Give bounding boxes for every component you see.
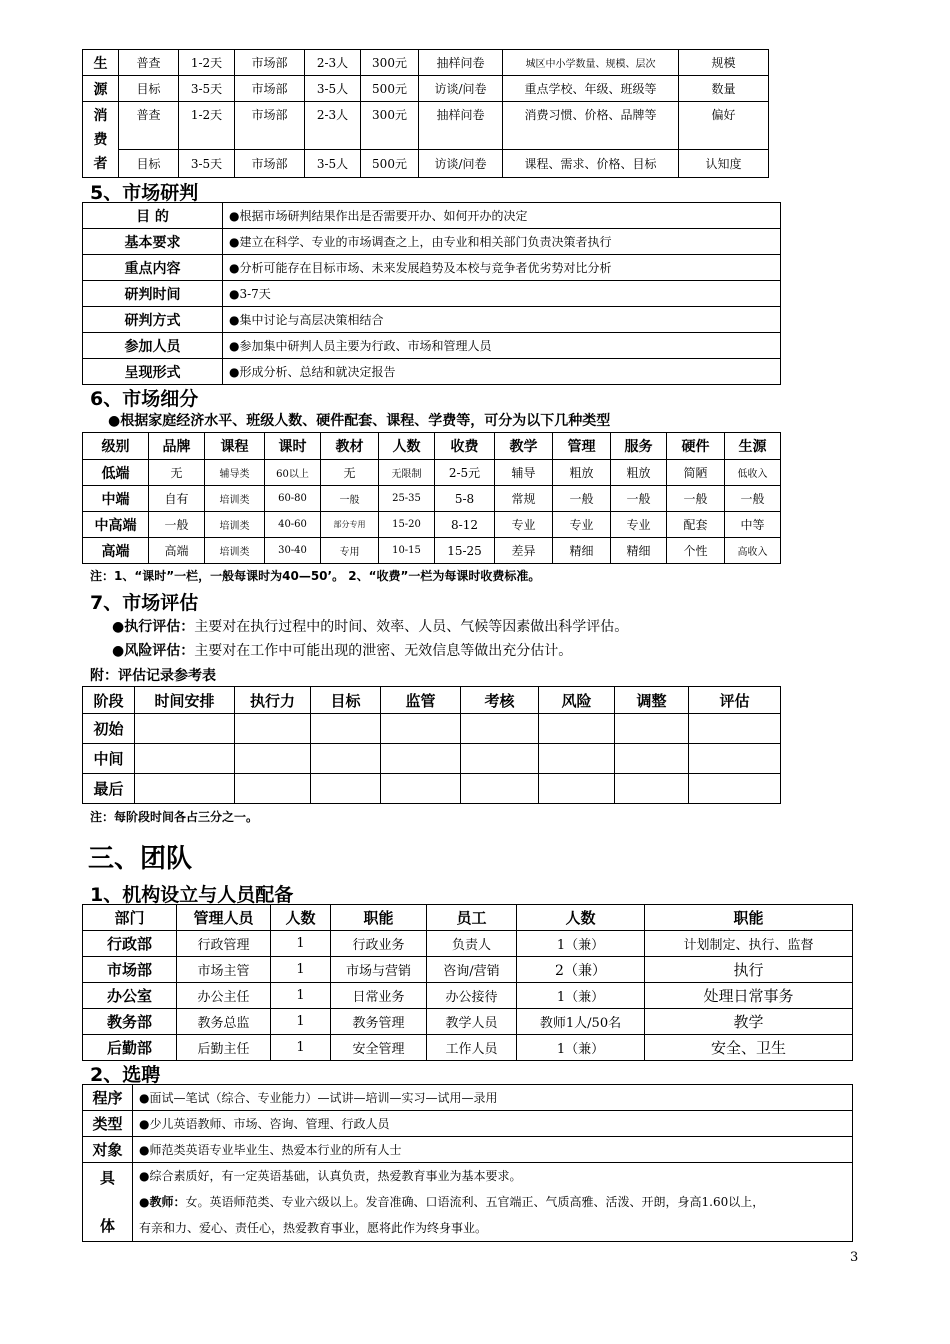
segment-intro: ●根据家庭经济水平、班级人数、硬件配套、课程、学费等，可分为以下几种类型 bbox=[108, 413, 611, 429]
chapter-3-title: 三、团队 bbox=[88, 844, 193, 874]
selection-subtitle: 2、选聘 bbox=[90, 1064, 161, 1086]
section-5-title: 5、市场研判 bbox=[90, 182, 199, 204]
org-row: 行政部 行政管理 1 行政业务 负责人 1（兼） 计划制定、执行、监督 bbox=[83, 931, 853, 957]
selection-detail-row: 具 体 ●综合素质好，有一定英语基础，认真负责，热爱教育事业为基本要求。 ●教师：女。英语师范类、专业六级以上。发音准确、口语流利、五官端正、气质高雅、活泼、开朗，身高1.60以上， 有亲和力、爱心、责任心，热爱教育事业，愿将此作为终身事业。 bbox=[83, 1163, 853, 1242]
segment-row: 中高端 一般 培训类 40-60 部分专用 15-20 8-12 专业 专业 专业 配套 中等 bbox=[83, 512, 781, 538]
survey-row: 目标 3-5天 市场部 3-5人 500元 访谈/问卷 课程、需求、价格、目标 认知度 bbox=[83, 150, 769, 178]
segment-table bbox=[82, 432, 781, 564]
section-7-title: 7、市场评估 bbox=[90, 592, 199, 614]
segment-note: 注：1、“课时”一栏，一般每课时为40—50’。 2、“收费”一栏为每课时收费标准。 bbox=[90, 569, 541, 583]
org-subtitle: 1、机构设立与人员配备 bbox=[90, 884, 294, 906]
research-row: 呈现形式 ●形成分析、总结和就决定报告 bbox=[83, 359, 781, 385]
research-row: 目 的 ●根据市场研判结果作出是否需要开办、如何开办的决定 bbox=[83, 203, 781, 229]
detail-line-3: 有亲和力、爱心、责任心，热爱教育事业，愿将此作为终身事业。 bbox=[139, 1221, 488, 1235]
org-row: 办公室 办公主任 1 日常业务 办公接待 1（兼） 处理日常事务 bbox=[83, 983, 853, 1009]
appendix-label: 附：评估记录参考表 bbox=[90, 668, 216, 684]
survey-table bbox=[82, 49, 769, 178]
research-row: 基本要求 ●建立在科学、专业的市场调查之上，由专业和相关部门负责决策者执行 bbox=[83, 229, 781, 255]
eval-note: 注：每阶段时间各占三分之一。 bbox=[90, 810, 259, 824]
segment-header-row: 级别 品牌 课程 课时 教材 人数 收费 教学 管理 服务 硬件 生源 bbox=[83, 433, 781, 460]
survey-row: 消费者 普查 1-2天 市场部 2-3人 300元 抽样问卷 消费习惯、价格、品牌等 偏好 bbox=[83, 102, 769, 150]
selection-row: 程序 ●面试—笔试（综合、专业能力）—试讲—培训—实习—试用—录用 bbox=[83, 1085, 853, 1111]
org-row: 后勤部 后勤主任 1 安全管理 工作人员 1（兼） 安全、卫生 bbox=[83, 1035, 853, 1061]
survey-row: 生 普查 1-2天 市场部 2-3人 300元 抽样问卷 城区中小学数量、规模、层次 规模 bbox=[83, 50, 769, 76]
research-row: 参加人员 ●参加集中研判人员主要为行政、市场和管理人员 bbox=[83, 333, 781, 359]
risk-eval-line: ●风险评估：主要对在工作中可能出现的泄密、无效信息等做出充分估计。 bbox=[112, 643, 573, 659]
detail-line-2: ●教师：女。英语师范类、专业六级以上。发音准确、口语流利、五官端正、气质高雅、活泼、开朗，身高1.60以上， bbox=[139, 1195, 765, 1209]
research-table bbox=[82, 202, 781, 385]
detail-line-1: ●综合素质好，有一定英语基础，认真负责，热爱教育事业为基本要求。 bbox=[139, 1169, 522, 1183]
page-number: 3 bbox=[850, 1250, 859, 1265]
segment-row: 中端 自有 培训类 60-80 一般 25-35 5-8 常规 一般 一般 一般 一般 bbox=[83, 486, 781, 512]
segment-row: 高端 高端 培训类 30-40 专用 10-15 15-25 差异 精细 精细 个性 高收入 bbox=[83, 538, 781, 564]
org-header-row: 部门 管理人员 人数 职能 员工 人数 职能 bbox=[83, 905, 853, 931]
section-6-title: 6、市场细分 bbox=[90, 388, 199, 410]
selection-table bbox=[82, 1084, 853, 1242]
org-table bbox=[82, 904, 853, 1061]
research-row: 研判时间 ●3-7天 bbox=[83, 281, 781, 307]
research-row: 研判方式 ●集中讨论与高层决策相结合 bbox=[83, 307, 781, 333]
exec-eval-line: ●执行评估：主要对在执行过程中的时间、效率、人员、气候等因素做出科学评估。 bbox=[112, 619, 629, 635]
org-row: 教务部 教务总监 1 教务管理 教学人员 教师1人/50名 教学 bbox=[83, 1009, 853, 1035]
evaluation-table bbox=[82, 686, 781, 804]
eval-header-row: 阶段 时间安排 执行力 目标 监管 考核 风险 调整 评估 bbox=[83, 687, 781, 714]
selection-row: 类型 ●少儿英语教师、市场、咨询、管理、行政人员 bbox=[83, 1111, 853, 1137]
segment-row: 低端 无 辅导类 60以上 无 无限制 2-5元 辅导 粗放 粗放 简陋 低收入 bbox=[83, 460, 781, 486]
eval-row: 最后 bbox=[83, 774, 781, 804]
eval-row: 中间 bbox=[83, 744, 781, 774]
survey-row: 源 目标 3-5天 市场部 3-5人 500元 访谈/问卷 重点学校、年级、班级等 数量 bbox=[83, 76, 769, 102]
selection-row: 对象 ●师范类英语专业毕业生、热爱本行业的所有人士 bbox=[83, 1137, 853, 1163]
eval-row: 初始 bbox=[83, 714, 781, 744]
org-row: 市场部 市场主管 1 市场与营销 咨询/营销 2（兼） 执行 bbox=[83, 957, 853, 983]
research-row: 重点内容 ●分析可能存在目标市场、未来发展趋势及本校与竞争者优劣势对比分析 bbox=[83, 255, 781, 281]
